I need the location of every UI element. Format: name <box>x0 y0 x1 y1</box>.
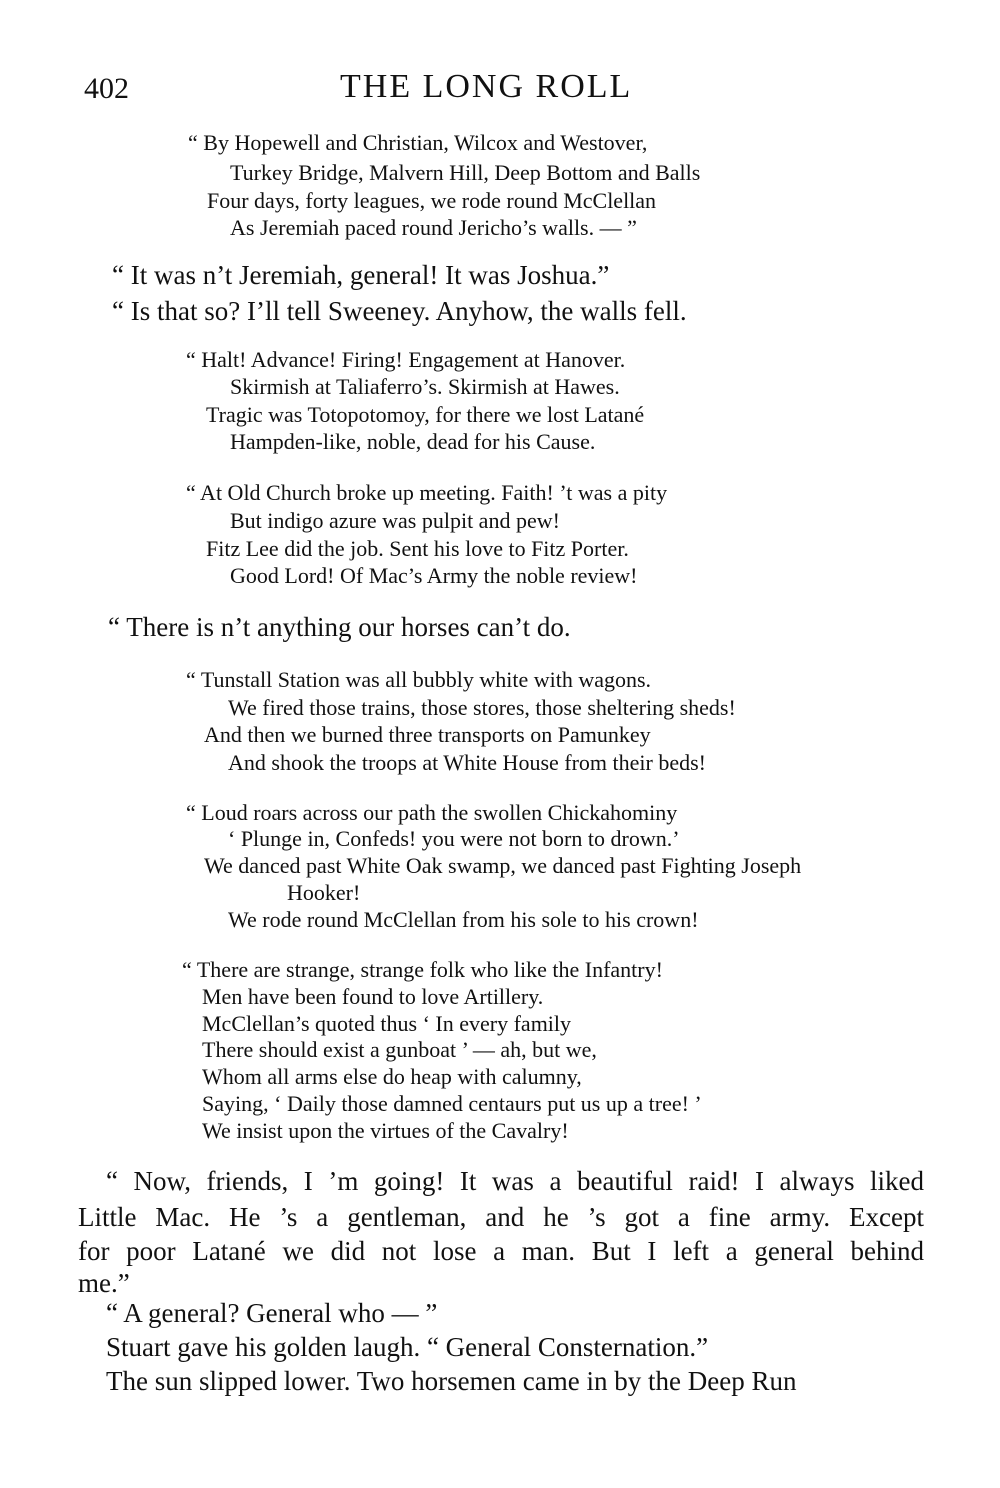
prose-line: The sun slipped lower. Two horsemen came in by the Deep Run <box>106 1366 797 1396</box>
prose-line: Stuart gave his golden laugh. “ General Consternation.” <box>106 1332 709 1362</box>
verse-line: We rode round McClellan from his sole to his crown! <box>228 907 699 932</box>
verse-line: “ Loud roars across our path the swollen Chickahominy <box>186 800 678 825</box>
verse-line: Four days, forty leagues, we rode round McClellan <box>207 188 657 213</box>
verse-line: Whom all arms else do heap with calumny, <box>202 1064 582 1089</box>
verse-line: There should exist a gunboat ’ — ah, but we, <box>202 1037 597 1062</box>
verse-line: McClellan’s quoted thus ‘ In every family <box>202 1011 572 1036</box>
verse-line: “ Halt! Advance! Firing! Engagement at Hanover. <box>186 347 626 372</box>
prose-line: “ It was n’t Jeremiah, general! It was Joshua.” <box>112 260 610 290</box>
verse-line: Fitz Lee did the job. Sent his love to Fitz Porter. <box>206 536 629 561</box>
running-title: THE LONG ROLL <box>340 68 633 105</box>
verse-line: “ By Hopewell and Christian, Wilcox and Westover, <box>188 130 648 155</box>
prose-line: for poor Latané we did not lose a man. But I left a general behind <box>78 1236 924 1266</box>
verse-line: Good Lord! Of Mac’s Army the noble review! <box>230 563 638 588</box>
prose-line: “ There is n’t anything our horses can’t do. <box>108 612 571 642</box>
verse-line: We insist upon the virtues of the Cavalry! <box>202 1118 569 1143</box>
prose-line: “ Is that so? I’ll tell Sweeney. Anyhow, the walls fell. <box>112 296 687 326</box>
verse-line: “ At Old Church broke up meeting. Faith! ’t was a pity <box>186 480 668 505</box>
verse-line: We fired those trains, those stores, those sheltering sheds! <box>228 695 736 720</box>
verse-line: Men have been found to love Artillery. <box>202 984 544 1009</box>
verse-line: Hooker! <box>287 880 361 905</box>
prose-line: me.” <box>78 1268 130 1298</box>
verse-line: Hampden-like, noble, dead for his Cause. <box>230 429 596 454</box>
verse-line: ‘ Plunge in, Confeds! you were not born to drown.’ <box>228 826 680 851</box>
verse-line: But indigo azure was pulpit and pew! <box>230 508 560 533</box>
prose-line: “ Now, friends, I ’m going! It was a beautiful raid! I always liked <box>106 1166 924 1196</box>
verse-line: And shook the troops at White House from their beds! <box>228 750 707 775</box>
verse-line: Turkey Bridge, Malvern Hill, Deep Bottom and Balls <box>230 160 701 185</box>
verse-line: “ There are strange, strange folk who like the Infantry! <box>182 957 663 982</box>
prose-line: Little Mac. He ’s a gentleman, and he ’s got a fine army. Except <box>78 1202 924 1232</box>
verse-line: “ Tunstall Station was all bubbly white with wagons. <box>186 667 652 692</box>
prose-line: “ A general? General who — ” <box>106 1298 438 1328</box>
verse-line: And then we burned three transports on Pamunkey <box>204 722 651 747</box>
verse-line: Tragic was Totopotomoy, for there we lost Latané <box>206 402 645 427</box>
verse-line: Skirmish at Taliaferro’s. Skirmish at Hawes. <box>230 374 620 399</box>
verse-line: We danced past White Oak swamp, we danced past Fighting Joseph <box>204 853 802 878</box>
verse-line: Saying, ‘ Daily those damned centaurs put us up a tree! ’ <box>202 1091 702 1116</box>
page-header <box>84 68 924 112</box>
verse-line: As Jeremiah paced round Jericho’s walls. — ” <box>230 215 637 240</box>
page-number: 402 <box>84 72 129 105</box>
